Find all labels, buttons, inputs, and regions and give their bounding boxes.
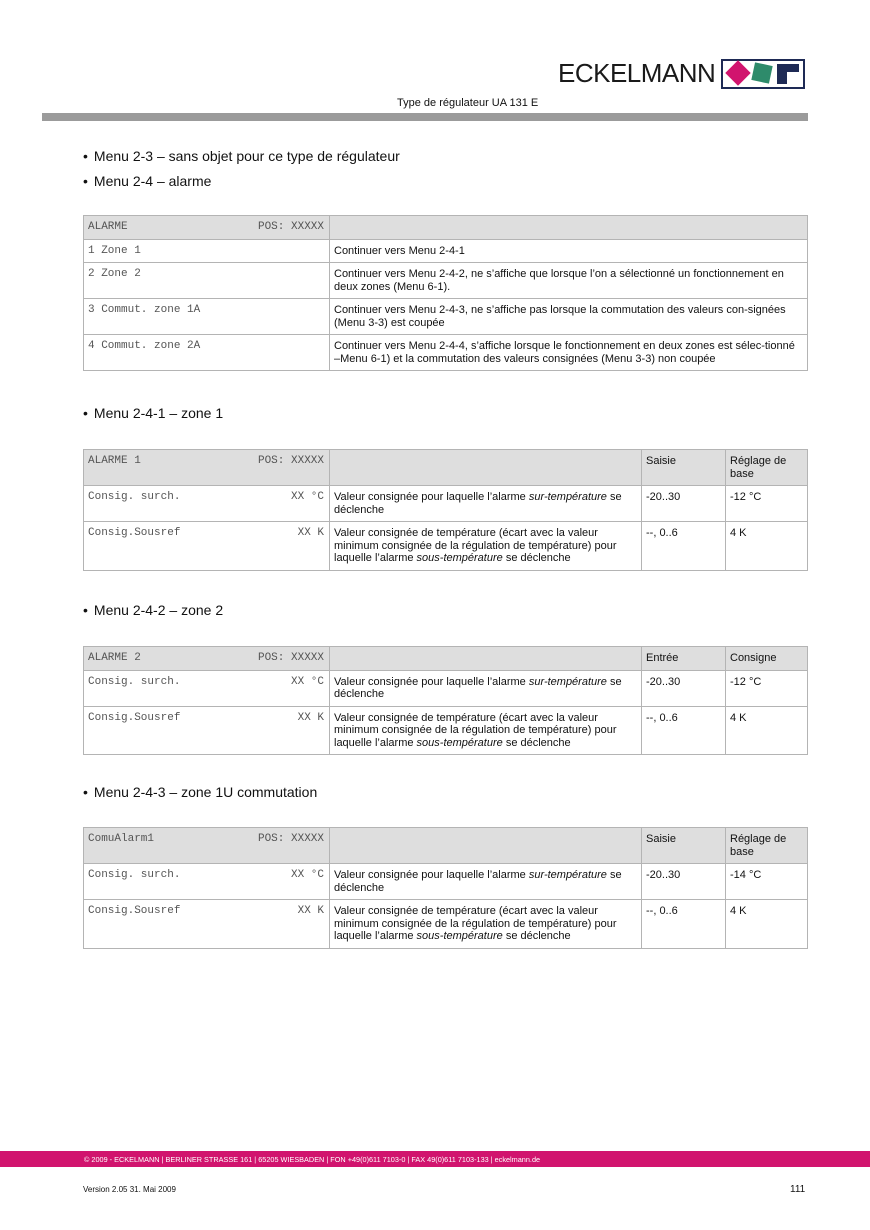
description-cell [330,670,642,706]
header-empty-cell [330,828,642,864]
param-unit: XX K [297,905,324,917]
description-cell [330,486,642,522]
description-cell [330,706,642,755]
description-cell: Continuer vers Menu 2-4-1 [330,239,808,263]
range-header: Entrée [642,647,726,671]
alarm-zone2-table [83,646,808,755]
alarm-zone1-table [83,449,808,571]
display-cell [84,522,330,571]
brand-logo [558,58,805,89]
desc-text: se déclenche [334,869,622,894]
document-title: Type de régulateur UA 131 E [397,97,539,109]
param-label: Consig.Sousref [88,905,181,917]
param-unit: XX °C [290,675,324,688]
param-unit: XX °C [290,491,324,503]
table-row [84,299,808,335]
bullet-menu-2-4: • Menu 2-4 – alarme [83,173,211,189]
desc-emphasis: sur-température [528,491,607,503]
table-row [84,263,808,299]
desc-text: Valeur consignée de température (écart avec la valeur minimum consignée de la régulation de température) pour laquelle l’alarme [334,711,617,749]
display-title: ComuAlarm1 [88,833,155,845]
header-rule [42,113,808,121]
logo-text: ECKELMANN [558,58,716,88]
table-row [84,706,808,755]
bullet-menu-2-4-3: • Menu 2-4-3 – zone 1U commutation [83,784,317,800]
display-cell [84,706,330,755]
bullet-menu-2-4-2: • Menu 2-4-2 – zone 2 [83,602,223,618]
display-title: ALARME 1 [88,455,141,467]
alarm-commutation-table [83,827,808,949]
desc-text: se déclenche [502,552,571,564]
display-cell [84,864,330,900]
desc-text: se déclenche [334,491,622,516]
range-cell: -20..30 [642,864,726,900]
range-cell: --, 0..6 [642,706,726,755]
version-info: Version 2.05 31. Mai 2009 [83,1185,176,1194]
display-cell: 4 Commut. zone 2A [84,335,330,371]
desc-text: se déclenche [334,675,622,700]
header-empty-cell [330,450,642,486]
desc-text: Valeur consignée de température (écart avec la valeur minimum consignée de la régulation de température) pour laquelle l’alarme [334,527,617,564]
display-header-cell [84,216,330,240]
description-cell [330,522,642,571]
desc-emphasis: sous-température [416,930,503,942]
table-row [84,239,808,263]
display-pos: POS: XXXXX [257,652,324,664]
description-cell: Continuer vers Menu 2-4-4, s’affiche lorsque le fonctionnement en deux zones est sélec-tionné –Menu 6-1) et la commutation des valeurs consignées (Menu 3-3) non coupée [330,335,808,371]
param-label: Consig. surch. [88,675,181,688]
description-cell [330,864,642,900]
display-cell: 1 Zone 1 [84,239,330,263]
desc-text: Valeur consignée pour laquelle l’alarme [334,869,529,881]
table-header-row [84,828,808,864]
display-header-cell [84,647,330,671]
default-cell: -14 °C [726,864,808,900]
bullet-menu-2-4-1: • Menu 2-4-1 – zone 1 [83,405,223,421]
range-cell: --, 0..6 [642,900,726,949]
range-header: Saisie [642,450,726,486]
param-label: Consig. surch. [88,491,181,503]
table-header-row [84,647,808,671]
display-pos: POS: XXXXX [257,221,324,233]
desc-text: se déclenche [502,930,571,942]
table-header-row [84,216,808,240]
desc-emphasis: sur-température [528,675,607,688]
bullet-menu-2-3: • Menu 2-3 – sans objet pour ce type de régulateur [83,148,400,164]
logo-squares-icon [721,59,805,89]
param-label: Consig.Sousref [88,527,181,539]
display-cell [84,486,330,522]
footer-address: © 2009 - ECKELMANN | BERLINER STRASSE 161 | 65205 WIESBADEN | FON +49(0)611 7103-0 | FAX 49(0)611 7103-133 | eckelmann.de [84,1155,541,1164]
table-row [84,522,808,571]
default-cell: -12 °C [726,486,808,522]
param-label: Consig.Sousref [88,711,181,724]
range-cell: --, 0..6 [642,522,726,571]
default-header: Consigne [726,647,808,671]
default-cell: 4 K [726,522,808,571]
display-cell: 2 Zone 2 [84,263,330,299]
desc-text: Valeur consignée pour laquelle l’alarme [334,491,529,503]
desc-text: Valeur consignée de température (écart avec la valeur minimum consignée de la régulation de température) pour laquelle l’alarme [334,905,617,942]
table-row [84,900,808,949]
default-header: Réglage de base [726,828,808,864]
default-cell: 4 K [726,900,808,949]
table-header-row [84,450,808,486]
param-label: Consig. surch. [88,869,181,881]
range-cell: -20..30 [642,670,726,706]
display-cell: 3 Commut. zone 1A [84,299,330,335]
display-header-cell [84,828,330,864]
table-row [84,864,808,900]
display-header-cell [84,450,330,486]
description-cell [330,900,642,949]
desc-emphasis: sous-température [416,736,503,749]
range-header: Saisie [642,828,726,864]
param-unit: XX °C [290,869,324,881]
display-title: ALARME 2 [88,652,141,664]
desc-text: se déclenche [502,736,571,749]
range-cell: -20..30 [642,486,726,522]
display-cell [84,900,330,949]
header-empty-cell [330,216,808,240]
param-unit: XX K [297,711,324,724]
display-cell [84,670,330,706]
display-pos: POS: XXXXX [257,833,324,845]
display-title: ALARME [88,221,128,233]
description-cell: Continuer vers Menu 2-4-2, ne s’affiche que lorsque l’on a sélectionné un fonctionnement en deux zones (Menu 6-1). [330,263,808,299]
display-pos: POS: XXXXX [257,455,324,467]
header-empty-cell [330,647,642,671]
desc-emphasis: sous-température [416,552,503,564]
param-unit: XX K [297,527,324,539]
table-row [84,486,808,522]
table-row [84,335,808,371]
alarm-menu-table [83,215,808,371]
description-cell: Continuer vers Menu 2-4-3, ne s’affiche pas lorsque la commutation des valeurs con-signées (Menu 3-3) est coupée [330,299,808,335]
default-header: Réglage de base [726,450,808,486]
table-row [84,670,808,706]
default-cell: 4 K [726,706,808,755]
desc-emphasis: sur-température [528,869,607,881]
default-cell: -12 °C [726,670,808,706]
page-number: 111 [790,1184,806,1195]
desc-text: Valeur consignée pour laquelle l’alarme [334,675,529,688]
